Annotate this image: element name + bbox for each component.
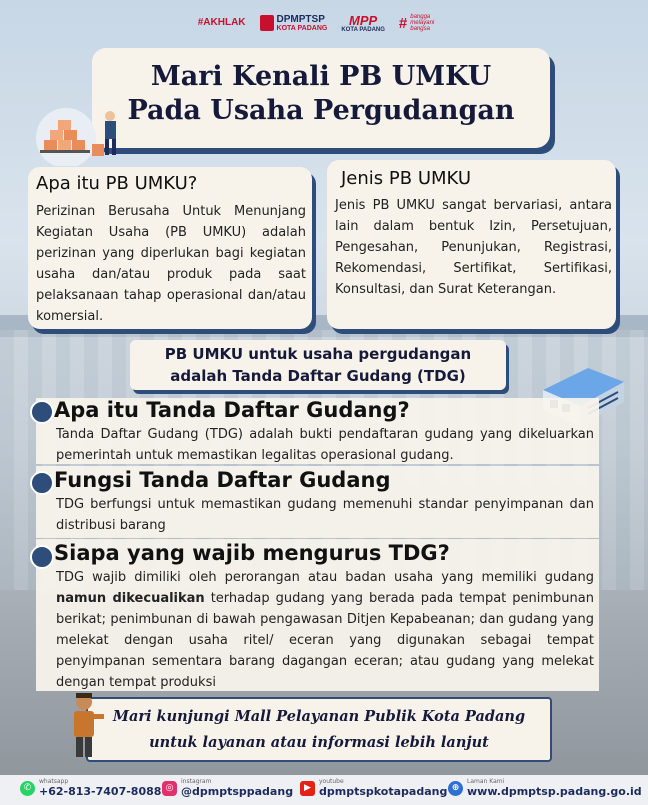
dpmptsp-logo-subtext: KOTA PADANG: [276, 24, 328, 32]
card-left-heading: Apa itu PB UMKU?: [36, 173, 198, 194]
section-1-body: Tanda Daftar Gudang (TDG) adalah bukti pendaftaran gudang yang dikeluarkan pemerintah untuk memastikan legalitas operasional gudang.: [56, 427, 594, 463]
title-box: [92, 48, 550, 148]
section-apa-itu-tdg: [36, 398, 599, 464]
title-line-2: Pada Usaha Pergudangan: [127, 95, 515, 126]
section-fungsi-tdg: [36, 466, 599, 538]
bullet-dot-icon: [30, 400, 54, 424]
footer-instagram[interactable]: [162, 778, 293, 798]
city-emblem-icon: [260, 15, 274, 31]
section-2-body: TDG berfungsi untuk memastikan gudang memenuhi standar penyimpanan dan distribusi barang: [56, 497, 594, 533]
akhlak-logo-text: #AKHLAK: [197, 17, 246, 28]
footer-whatsapp[interactable]: [20, 778, 161, 798]
instagram-label: instagram: [181, 778, 212, 785]
whatsapp-label: whatsapp: [39, 778, 69, 785]
dpmptsp-logo-text: DPMPTSP: [276, 13, 325, 25]
section-siapa-wajib-tdg: [36, 539, 599, 691]
youtube-icon: ▶: [300, 781, 315, 796]
hashtag-icon: #: [398, 14, 408, 32]
whatsapp-icon: ✆: [20, 781, 35, 796]
section-2-heading: Fungsi Tanda Daftar Gudang: [54, 468, 391, 492]
instagram-handle: @dpmptsppadang: [181, 785, 294, 798]
section-3-body: [56, 567, 594, 693]
dpmptsp-logo: [260, 15, 328, 32]
section-3-body-bold: namun dikecualikan: [56, 591, 205, 606]
card-right-body: Jenis PB UMKU sangat bervariasi, antara lain dalam bentuk Izin, Persetujuan, Pengesahan, Penunjukan, Registrasi, Rekomendasi, Sertifikat, Sertifikasi, Konsultasi, dan Surat Keterangan.: [335, 198, 612, 297]
pointing-man-illustration: [64, 690, 104, 760]
youtube-label: youtube: [319, 778, 344, 785]
instagram-icon: ◎: [162, 781, 177, 796]
whatsapp-number: +62-813-7407-8088: [39, 785, 162, 798]
footer-website[interactable]: [448, 778, 642, 798]
footer: [0, 775, 648, 805]
card-apa-itu-pb-umku: [28, 167, 312, 329]
footer-youtube[interactable]: [300, 778, 447, 798]
bullet-dot-icon: [30, 545, 54, 569]
section-3-heading: Siapa yang wajib mengurus TDG?: [54, 541, 450, 565]
bullet-dot-icon: [30, 471, 54, 495]
card-right-heading: Jenis PB UMKU: [341, 168, 472, 189]
youtube-channel: dpmptspkotapadang: [319, 785, 448, 798]
section-3-body-pre: TDG wajib dimiliki oleh perorangan atau badan usaha yang memiliki gudang: [56, 570, 594, 585]
website-url: www.dpmptsp.padang.go.id: [467, 785, 642, 798]
cta-line-1: Mari kunjungi Mall Pelayanan Publik Kota Padang: [112, 708, 526, 725]
website-label: Laman Kami: [467, 778, 505, 785]
call-to-action-box: [86, 697, 552, 762]
tdg-ribbon: [130, 340, 506, 390]
title-line-1: Mari Kenali PB UMKU: [150, 61, 492, 92]
card-jenis-pb-umku: [327, 160, 616, 329]
akhlak-logo: [198, 18, 246, 28]
globe-icon: ⊕: [448, 781, 463, 796]
mpp-logo-text: MPP: [349, 12, 378, 28]
warehouse-worker-illustration: [36, 104, 128, 166]
logo-bar: [0, 6, 648, 40]
section-1-heading: Apa itu Tanda Daftar Gudang?: [54, 398, 410, 422]
ribbon-line-2: adalah Tanda Daftar Gudang (TDG): [170, 367, 466, 385]
section-3-body-post: terhadap gudang yang berada pada tempat penimbunan berikat; penimbunan di bawah pengawasan Ditjen Kepabeanan; dan gudang yang melekat dengan usaha ritel/ eceran yang digunakan sebagai tempat penyimpanan sementara barang dagangan eceran; atau gudang yang melekat dengan tempat produksi: [56, 591, 594, 690]
bangga-logo-text: bangga melayani bangsa: [410, 14, 435, 32]
ribbon-line-1: PB UMKU untuk usaha pergudangan: [164, 345, 472, 363]
card-left-body: Perizinan Berusaha Untuk Menunjang Kegiatan Usaha (PB UMKU) adalah perizinan yang diperlukan bagi kegiatan usaha dan/atau produk pada saat pelaksanaan tahap operasional dan/atau komersial.: [36, 204, 306, 324]
mpp-logo-subtext: KOTA PADANG: [341, 26, 385, 33]
mpp-logo: [341, 14, 385, 33]
cta-line-2: untuk layanan atau informasi lebih lanjut: [149, 734, 489, 751]
bangga-melayani-logo: [399, 14, 450, 32]
